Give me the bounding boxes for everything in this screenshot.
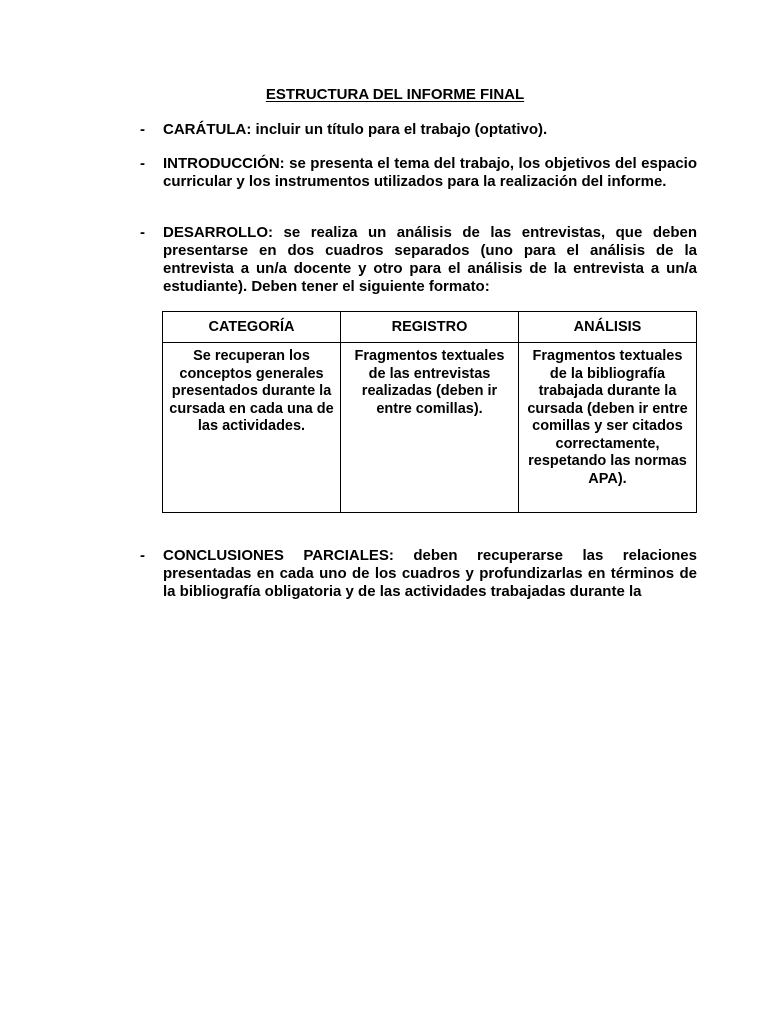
- item-body: : se presenta el tema del trabajo, los objetivos del espacio curricular y los instrumentos utilizados para la realización del informe.: [163, 155, 697, 190]
- cell-categoria: Se recuperan los conceptos generales presentados durante la cursada en cada una de las actividades.: [163, 343, 341, 513]
- table-row: [163, 343, 697, 513]
- list-item-conclusiones: [140, 547, 697, 601]
- list-bullet: -: [140, 121, 145, 138]
- document-title: ESTRUCTURA DEL INFORME FINAL: [265, 86, 525, 103]
- cell-registro: Fragmentos textuales de las entrevistas realizadas (deben ir entre comillas).: [341, 343, 519, 513]
- item-body: : deben recuperarse las relaciones presentadas en cada uno de los cuadros y profundizarlas en términos de la bibliografía obligatoria y de las actividades trabajadas durante la: [163, 547, 697, 600]
- list-bullet: -: [140, 547, 145, 564]
- format-table: [162, 311, 697, 513]
- list-bullet: -: [140, 155, 145, 172]
- item-heading: DESARROLLO: [163, 224, 268, 241]
- list-item-caratula: [140, 121, 697, 139]
- item-body: : se realiza un análisis de las entrevistas, que deben presentarse en dos cuadros separados (uno para el análisis de la entrevista a un/a docente y otro para el análisis de la entrevista a un/a estudiante). Deben tener el siguiente formato:: [163, 224, 697, 295]
- item-heading: CARÁTULA: [163, 121, 247, 138]
- item-heading: INTRODUCCIÓN: [163, 155, 280, 172]
- cell-analisis: Fragmentos textuales de la bibliografía trabajada durante la cursada (deben ir entre comillas y ser citados correctamente, respetando las normas APA).: [519, 343, 697, 513]
- header-categoria: CATEGORÍA: [163, 312, 341, 343]
- table-header-row: [163, 312, 697, 343]
- list-bullet: -: [140, 224, 145, 241]
- item-body: : incluir un título para el trabajo (optativo).: [246, 121, 548, 138]
- header-registro: REGISTRO: [341, 312, 519, 343]
- item-heading: CONCLUSIONES PARCIALES: [163, 547, 389, 564]
- header-analisis: ANÁLISIS: [519, 312, 697, 343]
- list-item-introduccion: [140, 155, 697, 191]
- list-item-desarrollo: [140, 224, 697, 296]
